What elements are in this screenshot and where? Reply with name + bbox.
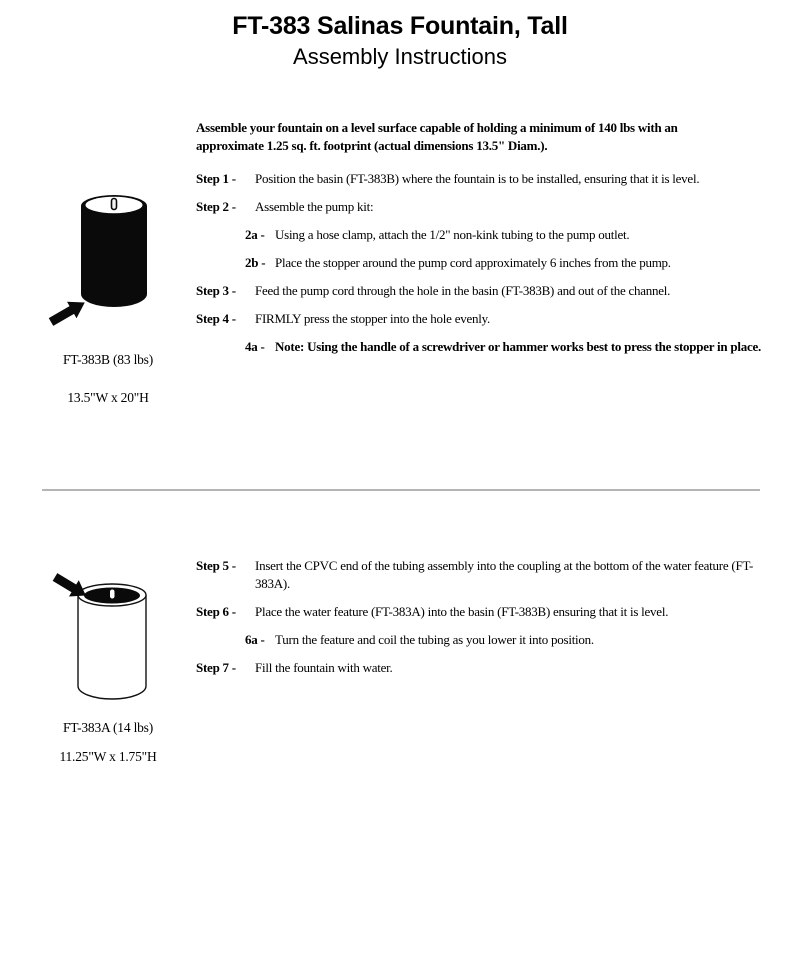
basin-body: [81, 206, 147, 307]
step-label: 4a -: [245, 339, 265, 354]
figure-caption-dimensions: 13.5"W x 20"H: [67, 390, 149, 405]
step-row: [196, 603, 768, 621]
document-subtitle: Assembly Instructions: [293, 44, 507, 69]
step-row: [245, 631, 768, 649]
figure-water-feature: [38, 572, 178, 765]
step-label: 6a -: [245, 632, 265, 647]
step-label: Step 3 -: [196, 283, 236, 298]
step-label: Step 5 -: [196, 558, 236, 573]
step-label: Step 6 -: [196, 604, 236, 619]
document-title: FT-383 Salinas Fountain, Tall: [232, 12, 568, 40]
step-text: Insert the CPVC end of the tubing assembly into the coupling at the bottom of the water feature (FT-383A).: [255, 558, 754, 591]
feature-hole: [110, 590, 115, 599]
step-label: Step 7 -: [196, 660, 236, 675]
step-row: [196, 198, 768, 216]
step-label: Step 1 -: [196, 171, 236, 186]
step-label: 2b -: [245, 255, 266, 270]
figure-caption-model: FT-383A (14 lbs): [62, 720, 154, 735]
step-text: Turn the feature and coil the tubing as you lower it into position.: [275, 632, 594, 647]
step-label: 2a -: [245, 227, 265, 242]
step-row: [196, 310, 768, 328]
step-text: Note: Using the handle of a screwdriver or hammer works best to press the stopper in place.: [275, 339, 762, 354]
step-text: Position the basin (FT-383B) where the fountain is to be installed, ensuring that it is level.: [255, 171, 700, 186]
figure-caption-model: FT-383B (83 lbs): [62, 352, 154, 367]
step-text: Place the water feature (FT-383A) into the basin (FT-383B) ensuring that it is level.: [255, 604, 669, 619]
step-row: [196, 170, 768, 188]
figure-caption: [38, 720, 178, 765]
step-label: Step 4 -: [196, 311, 236, 326]
figure-basin: [38, 190, 178, 406]
water-feature-cylinder-illustration: [43, 572, 173, 707]
step-row: [245, 254, 768, 272]
step-row: [245, 226, 768, 244]
step-text: Place the stopper around the pump cord approximately 6 inches from the pump.: [275, 255, 671, 270]
steps-list-1: [196, 170, 768, 356]
step-text: FIRMLY press the stopper into the hole evenly.: [255, 311, 490, 326]
basin-cylinder-illustration: [43, 190, 173, 330]
section-divider: [42, 489, 760, 491]
figure-caption-dimensions: 11.25"W x 1.75"H: [59, 749, 157, 764]
step-label: Step 2 -: [196, 199, 236, 214]
step-text: Assemble the pump kit:: [255, 199, 374, 214]
step-text: Using a hose clamp, attach the 1/2" non-kink tubing to the pump outlet.: [275, 227, 630, 242]
intro-paragraph: Assemble your fountain on a level surface capable of holding a minimum of 140 lbs with an approximate 1.25 sq. ft. footprint (actual dimensions 13.5" Diam.).: [196, 120, 678, 153]
assembly-steps-section-2: [196, 557, 768, 687]
arrow-icon: [46, 294, 89, 330]
step-text: Feed the pump cord through the hole in the basin (FT-383B) and out of the channel.: [255, 283, 671, 298]
steps-list-2: [196, 557, 768, 677]
basin-hole: [112, 199, 117, 210]
feature-body: [78, 595, 146, 699]
step-row: [196, 659, 768, 677]
document-header: [0, 12, 800, 70]
assembly-steps-section-1: [196, 119, 768, 366]
step-text: Fill the fountain with water.: [255, 660, 393, 675]
step-row: [196, 282, 768, 300]
step-row: [245, 338, 768, 356]
figure-caption: [38, 352, 178, 406]
step-row: [196, 557, 768, 593]
